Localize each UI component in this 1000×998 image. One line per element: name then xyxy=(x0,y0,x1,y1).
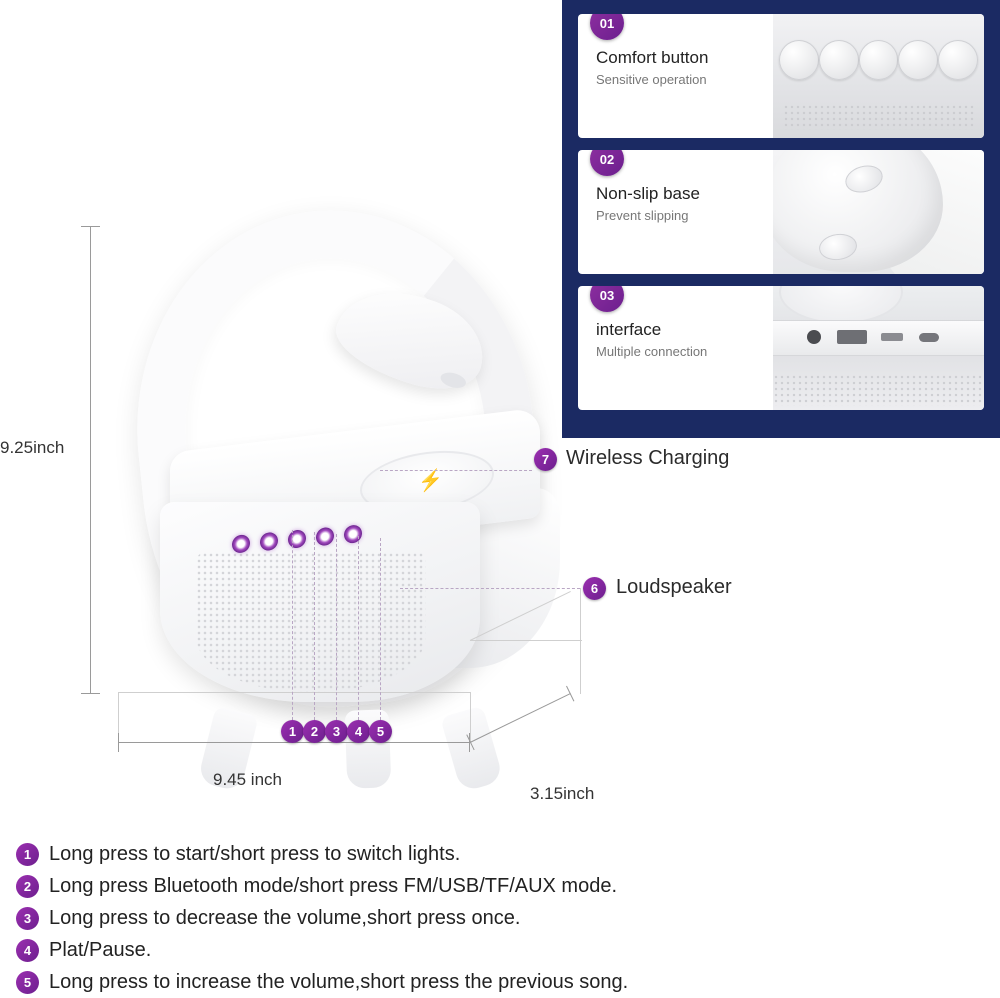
legend-text-1: Long press to start/short press to switch lights. xyxy=(49,842,461,865)
button-leader-line xyxy=(380,538,381,720)
button-marker-2: 2 xyxy=(303,720,326,743)
button-leader-line xyxy=(336,534,337,720)
callout-label-wireless-charging: Wireless Charging xyxy=(566,447,730,469)
feature-card xyxy=(578,286,984,410)
speaker-base xyxy=(160,430,550,730)
legend-item xyxy=(16,902,976,934)
height-dimension-line xyxy=(90,226,91,694)
control-button-2 xyxy=(260,532,278,552)
legend-text-3: Long press to decrease the volume,short press once. xyxy=(49,906,521,929)
bounding-box-line xyxy=(118,692,470,693)
speaker-button-1 xyxy=(779,40,819,80)
control-button-5 xyxy=(344,524,362,544)
width-dimension-label: 9.45 inch xyxy=(213,770,282,789)
feature-card xyxy=(578,14,984,138)
legend-text-2: Long press Bluetooth mode/short press FM/USB/TF/AUX mode. xyxy=(49,874,618,897)
speaker-button-4 xyxy=(898,40,938,80)
legend-badge-3: 3 xyxy=(16,907,39,930)
callout-leader-line xyxy=(400,588,580,589)
button-leader-line xyxy=(292,530,293,720)
legend-item xyxy=(16,966,976,998)
speaker-buttons-photo xyxy=(773,14,984,138)
legend-item xyxy=(16,838,976,870)
legend-badge-4: 4 xyxy=(16,939,39,962)
port-panel xyxy=(773,320,984,356)
button-marker-3: 3 xyxy=(325,720,348,743)
speaker-button-3 xyxy=(859,40,899,80)
bounding-box-line xyxy=(580,588,581,694)
speaker-grille-texture xyxy=(773,374,984,406)
button-row xyxy=(779,40,978,80)
aux-port-icon xyxy=(807,330,821,344)
depth-dimension-label: 3.15inch xyxy=(530,784,595,803)
control-button-4 xyxy=(316,527,334,547)
feature-badge: 01 xyxy=(590,14,624,40)
stand-leg-right xyxy=(440,705,504,792)
callout-label-loudspeaker: Loudspeaker xyxy=(616,576,732,598)
usb-port-icon xyxy=(837,330,867,344)
legend-badge-1: 1 xyxy=(16,843,39,866)
type-c-port-icon xyxy=(919,333,939,342)
speaker-grille-texture xyxy=(783,104,974,130)
feature-subtitle: Prevent slipping xyxy=(596,207,689,223)
legend-item xyxy=(16,870,976,902)
button-marker-4: 4 xyxy=(347,720,370,743)
ports-interface-photo xyxy=(773,286,984,410)
control-button-3 xyxy=(288,529,306,549)
speaker-button-5 xyxy=(938,40,978,80)
button-leader-line xyxy=(358,536,359,720)
control-button-1 xyxy=(232,534,250,554)
speaker-button-2 xyxy=(819,40,859,80)
feature-subtitle: Multiple connection xyxy=(596,343,708,359)
legend-text-4: Plat/Pause. xyxy=(49,938,152,961)
loudspeaker-grille xyxy=(196,552,426,692)
callout-leader-line xyxy=(380,470,532,471)
tf-card-slot-icon xyxy=(881,333,903,341)
legend-badge-2: 2 xyxy=(16,875,39,898)
callout-badge-6: 6 xyxy=(583,577,606,600)
product-illustration xyxy=(60,190,580,810)
feature-badge: 02 xyxy=(590,150,624,176)
button-leader-line xyxy=(314,532,315,720)
charging-coil-shape xyxy=(779,286,903,324)
bounding-box-line xyxy=(470,692,471,742)
feature-title: interface xyxy=(596,320,662,339)
button-marker-5: 5 xyxy=(369,720,392,743)
lightning-bolt-icon: ⚡ xyxy=(418,468,443,494)
non-slip-base-photo xyxy=(773,150,984,274)
legend-list xyxy=(16,838,976,998)
feature-card xyxy=(578,150,984,274)
feature-subtitle: Sensitive operation xyxy=(596,71,707,87)
callout-badge-7: 7 xyxy=(534,448,557,471)
height-dimension-label: 9.25inch xyxy=(0,438,65,457)
legend-text-5: Long press to increase the volume,short press the previous song. xyxy=(49,970,629,993)
bounding-box-line xyxy=(470,640,582,641)
legend-item xyxy=(16,934,976,966)
button-marker-1: 1 xyxy=(281,720,304,743)
feature-title: Comfort button xyxy=(596,48,709,67)
legend-badge-5: 5 xyxy=(16,971,39,994)
feature-title: Non-slip base xyxy=(596,184,700,203)
feature-panel xyxy=(562,0,1000,438)
feature-badge: 03 xyxy=(590,286,624,312)
